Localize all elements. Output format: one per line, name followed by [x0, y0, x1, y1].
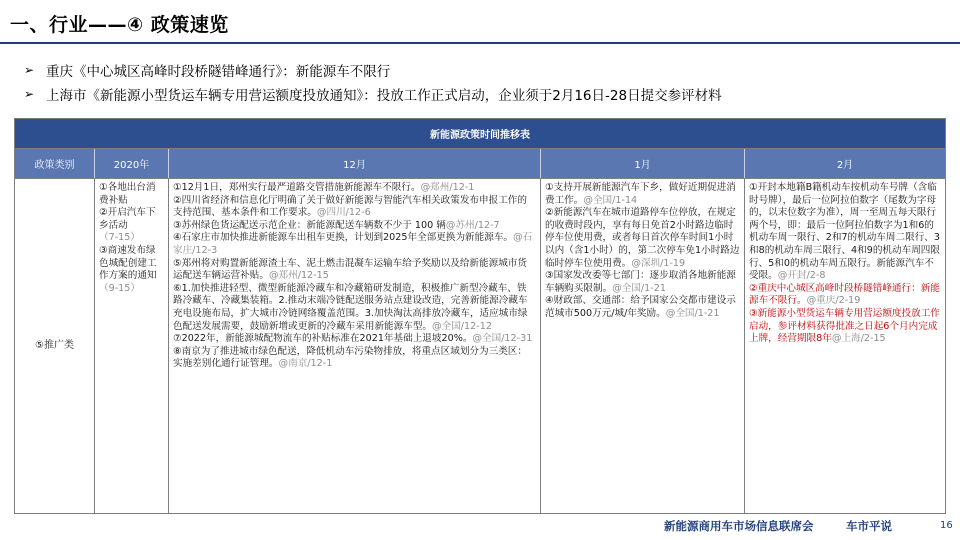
table-row	[15, 179, 945, 513]
table-column-header-row	[15, 149, 945, 179]
policy-text: ⑧南京为了推进城市绿色配送，降低机动车污染物排放，将重点区域划分为三类区：实施差别化通行证管理。	[173, 345, 527, 370]
policy-source: @全国/12-31	[472, 333, 533, 345]
footer-channel: 车市平说	[846, 519, 892, 533]
policy-text: ①开封本地籍B籍机动车按机动车号牌（含临时号牌），最后一位阿拉伯数字（尾数为字母的，以末位数字为准），周一至周五每天限行两个号，即：最后一位阿拉伯数字为1和6的机动车周一限行、2和7的机动车周二限行、3和8的机动车周三限行、4和9的机动车周四限行、5和0的机动车周五限行。新能源汽车不受限。	[749, 182, 940, 282]
policy-item	[99, 182, 164, 207]
column-header-feb: 2月	[836, 160, 854, 171]
policy-text: ②开启汽车下乡活动	[99, 207, 156, 231]
policy-text: ①各地出台消费补贴	[99, 182, 156, 206]
policy-item	[173, 258, 536, 283]
policy-text: ③苏州绿色货运配送示范企业：新能源配送车辆数不少于 100 辆	[173, 219, 446, 231]
column-header-category: 政策类别	[15, 149, 95, 178]
bullet-item	[24, 82, 944, 106]
cell-feb	[745, 179, 945, 513]
policy-source: @四川/12-6	[316, 207, 371, 219]
policy-item	[545, 270, 740, 295]
summary-bullets	[24, 58, 944, 106]
policy-item	[749, 283, 941, 308]
policy-text: ②重庆中心城区高峰时段桥隧错峰通行：新能源车不限行。	[749, 282, 940, 307]
policy-text: ②四川省经济和信息化厅明确了关于做好新能源与智能汽车相关政策发布申报工作的支持范围、基本条件和工作要求。	[173, 194, 527, 219]
page-title: 一、行业——④ 政策速览	[10, 14, 229, 36]
category-cell: ⑤推广类	[15, 179, 95, 513]
column-header-jan: 1月	[541, 149, 745, 178]
policy-source: @郑州/12-1	[420, 182, 475, 193]
cell-jan	[541, 179, 745, 513]
policy-text: ③新能源小型货运车辆专用营运额度投放工作启动，参评材料获得批准之日起6个月内完成上牌，经营期限8年	[749, 307, 940, 345]
policy-item	[749, 308, 941, 346]
policy-source: @石家庄/12-3	[173, 232, 533, 256]
policy-source: @南京/12-1	[278, 358, 333, 370]
policy-text: ①12月1日，郑州实行最严道路交管措施新能源车不限行。	[173, 182, 421, 193]
table-title: 新能源政策时间推移表	[15, 119, 945, 149]
policy-item	[545, 207, 740, 270]
bullet-text: 上海市《新能源小型货运车辆专用营运额度投放通知》：投放工作正式启动，企业须于2月16日-28日提交参评材料	[46, 88, 722, 104]
policy-text: ③国家发改委等七部门：逐步取消各地新能源车辆购买限制。	[545, 270, 736, 294]
policy-source: @开封/2-8	[777, 270, 826, 282]
policy-item	[749, 182, 941, 283]
bullet-text: 重庆《中心城区高峰时段桥隧错峰通行》：新能源车不限行	[46, 64, 391, 80]
policy-source: @重庆/2-19	[806, 295, 861, 307]
footer-org: 新能源商用车市场信息联席会	[664, 519, 814, 533]
policy-source: @上海/2-15	[831, 333, 886, 345]
policy-item	[173, 182, 536, 195]
policy-source: @全国/12-12	[432, 320, 492, 332]
policy-text: ②新能源汽车在城市道路停车位停放，在规定的收费时段内，享有每日免首2小时路边临时停车位使用费，或者每日首次停车时间1小时以内（含1小时）的，第二次停车免1小时路边临时停车位使用费。	[545, 207, 740, 269]
policy-source: @全国/1-21	[665, 307, 720, 319]
arrow-bullet-icon: ➢	[24, 63, 35, 77]
policy-item	[545, 182, 740, 207]
arrow-bullet-icon: ➢	[24, 87, 35, 101]
policy-item	[173, 220, 536, 233]
policy-text: ①支持开展新能源汽车下乡，做好近期促进消费工作。	[545, 182, 736, 206]
policy-item	[173, 195, 536, 220]
policy-item	[173, 283, 536, 333]
policy-source: @全国/1-14	[583, 194, 638, 206]
policy-item	[545, 295, 740, 320]
policy-source: @郑州/12-15	[268, 270, 329, 282]
cell-dec	[169, 179, 541, 513]
title-divider	[0, 42, 960, 44]
policy-source: （9-15）	[99, 282, 140, 294]
page-number: 16	[940, 520, 953, 531]
bullet-item	[24, 58, 944, 82]
policy-item	[99, 207, 164, 245]
column-header-dec: 12月	[169, 149, 541, 178]
policy-text: ⑥1.加快推进轻型、微型新能源冷藏车和冷藏箱研发制造，积极推广新型冷藏车、铁路冷藏车、冷藏集装箱。2.推动末端冷链配送服务站点建设改造，完善新能源冷藏车充电设施布局，扩大城市冷链网络覆盖范围。3.加快淘汰高排放冷藏车，适应城市绿色配送发展需要，鼓励新增或更新的冷藏车采用新能源车型。	[173, 282, 528, 332]
policy-item	[173, 232, 536, 257]
policy-text: ④财政部、交通部：给予国家公交都市建设示范城市500万元/城/年奖励。	[545, 295, 736, 319]
title-bar	[0, 0, 960, 50]
policy-text: ⑤郑州将对购置新能源渣土车、泥土燃击混凝车运输车给予奖励以及给新能源城市货运配送车辆运营补贴。	[173, 257, 527, 282]
policy-text: ③商速发布绿色城配创建工作方案的通知	[99, 244, 157, 282]
policy-text: ④石家庄市加快推进新能源车出租车更换，计划到2025年全部更换为新能源车。	[173, 232, 514, 244]
policy-source: （7-15）	[99, 232, 140, 244]
policy-source: @全国/1-21	[612, 282, 666, 294]
policy-item	[173, 346, 536, 371]
policy-text: ⑦2022年，新能源城配物流车的补贴标准在2021年基础上退坡20%。	[173, 333, 473, 345]
policy-item	[173, 333, 536, 346]
column-header-2020: 2020年	[95, 149, 169, 178]
policy-item	[99, 245, 164, 295]
cell-2020	[95, 179, 169, 513]
policy-source: @深圳/1-19	[631, 257, 686, 269]
policy-source: @苏州/12-7	[445, 219, 500, 231]
policy-timeline-table	[14, 118, 946, 514]
